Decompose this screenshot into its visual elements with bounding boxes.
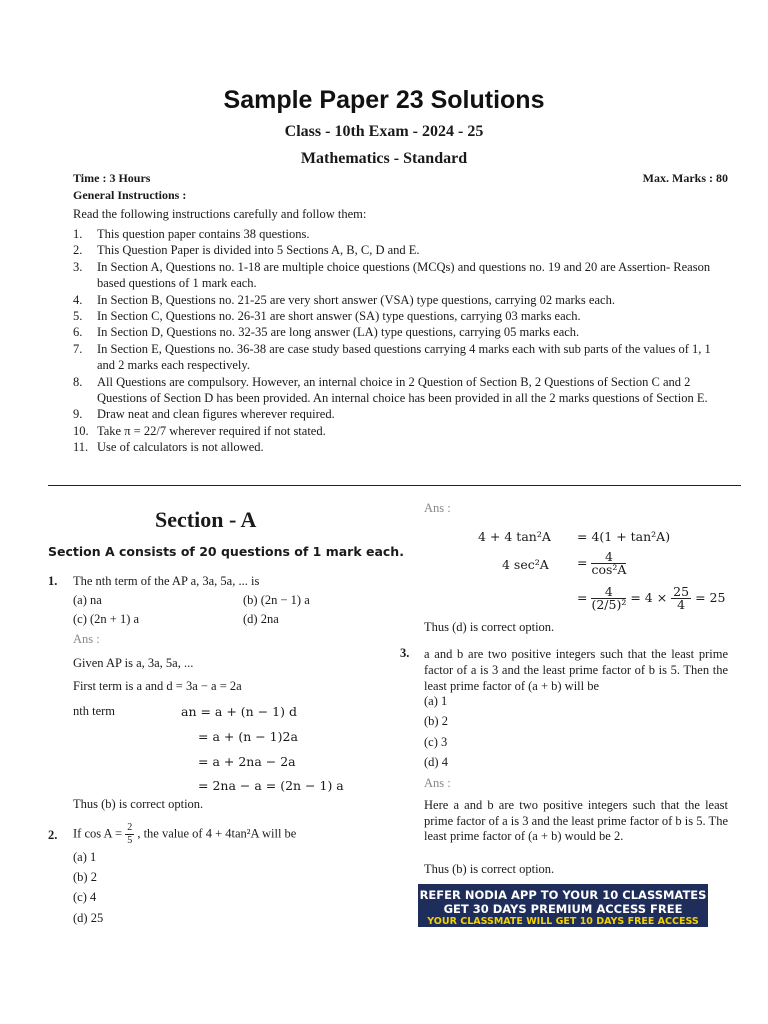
promo-banner[interactable]: [418, 884, 708, 927]
option-d: (d) 4: [424, 755, 448, 769]
instruction-item: 5. In Section C, Questions no. 26-31 are short answer (SA) type questions, carrying 03 marks each.: [73, 309, 581, 324]
answer-label: Ans :: [424, 776, 451, 790]
solution-math: = $\frac{4}{\text{(2/5)²}}$ = 4 × $\frac{25}{4}$ = 25: [577, 584, 726, 612]
instruction-item: 4. In Section B, Questions no. 21-25 are very short answer (VSA) type questions, carrying 02 marks each.: [73, 292, 615, 307]
question-number: 1.: [48, 574, 58, 588]
instruction-item: 11. Use of calculators is not allowed.: [73, 440, 264, 455]
option-a: (a) na: [73, 593, 102, 607]
option-b: (b) 2: [73, 870, 97, 884]
solution-line: Given AP is a, 3a, 5a, ...: [73, 656, 194, 670]
question-number: 3.: [400, 646, 410, 660]
option-d: (d) 2na: [243, 612, 279, 626]
solution-math: = a + (n − 1)2a: [198, 729, 298, 744]
solution-conclusion: Thus (d) is correct option.: [424, 620, 555, 634]
general-instructions-heading: General Instructions :: [73, 188, 187, 202]
class-line: Class - 10th Exam - 2024 - 25: [284, 123, 484, 140]
time-label: Time : 3 Hours: [73, 171, 151, 185]
option-d: (d) 25: [73, 911, 104, 925]
instruction-item: 3. In Section A, Questions no. 1-18 are multiple choice questions (MCQs) and questions no. 19 and 20 are Assertion- Reason based questions of 1 mark each.: [73, 259, 711, 291]
option-b: (b) (2n − 1) a: [243, 593, 310, 607]
solution-math: 4 + 4 tan²A: [478, 529, 551, 544]
option-c: (c) 4: [73, 890, 97, 904]
answer-label: Ans :: [73, 632, 100, 646]
section-title: Section - A: [155, 507, 257, 532]
instruction-item: 8. All Questions are compulsory. However, an internal choice in 2 Question of Section B, 2 Questions of Section C and 2 Questions of Section D has been provided. An internal choice has been provided in all the 2 marks questions of Section E.: [73, 374, 708, 406]
section-divider: [48, 485, 741, 486]
question-number: 2.: [48, 828, 58, 842]
banner-line: GET 30 DAYS PREMIUM ACCESS FREE: [443, 902, 683, 916]
section-description: Section A consists of 20 questions of 1 mark each.: [48, 544, 404, 559]
instruction-item: 1. This question paper contains 38 questions.: [73, 227, 310, 241]
instruction-item: 9. Draw neat and clean figures wherever required.: [73, 407, 335, 422]
question-stem: The nth term of the AP a, 3a, 5a, ... is: [73, 574, 260, 588]
question-stem: If cos A = $\frac{2}{5}$ , the value of 4 + 4tan²A will be: [73, 822, 297, 846]
solution-math: 4 sec²A: [502, 557, 549, 572]
instructions-intro: Read the following instructions carefully and follow them:: [73, 207, 367, 221]
banner-line: YOUR CLASSMATE WILL GET 10 DAYS FREE ACCESS: [427, 916, 699, 927]
solution-math: an = a + (n − 1) d: [181, 704, 297, 719]
solution-math: = a + 2na − 2a: [198, 754, 296, 769]
instruction-item: 2. This Question Paper is divided into 5 Sections A, B, C, D and E.: [73, 243, 420, 258]
option-c: (c) (2n + 1) a: [73, 612, 140, 626]
page-title: Sample Paper 23 Solutions: [223, 86, 545, 114]
instruction-item: 10. Take π = 22/7 wherever required if not stated.: [73, 423, 326, 438]
solution-line: First term is a and d = 3a − a = 2a: [73, 679, 242, 693]
max-marks-label: Max. Marks : 80: [642, 171, 728, 185]
option-a: (a) 1: [424, 694, 448, 708]
answer-label: Ans :: [424, 501, 451, 515]
option-b: (b) 2: [424, 714, 448, 728]
instruction-item: 6. In Section D, Questions no. 32-35 are long answer (LA) type questions, carrying 05 marks each.: [73, 325, 580, 340]
question-stem: a and b are two positive integers such that the least prime factor of a is 3 and the least prime factor of b is 5. Then the least prime factor of (a + b) will be: [424, 647, 728, 693]
solution-math: = 4(1 + tan²A): [577, 529, 671, 544]
solution-conclusion: Thus (b) is correct option.: [424, 862, 555, 876]
instruction-item: 7. In Section E, Questions no. 36-38 are case study based questions carrying 4 marks each with sub parts of the values of 1, 1 and 2 marks each respectively.: [73, 341, 711, 373]
option-a: (a) 1: [73, 850, 97, 864]
solution-math: = $\frac{4}{\text{cos²A}}$: [577, 549, 627, 577]
solution-explanation: Here a and b are two positive integers such that the least prime factor of a is 3 and the least prime factor of b is 5. The least prime factor of (a + b) would be 2.: [424, 798, 728, 843]
solution-conclusion: Thus (b) is correct option.: [73, 797, 204, 811]
solution-line: nth term: [73, 704, 116, 718]
subject-line: Mathematics - Standard: [300, 150, 468, 167]
solution-math: = 2na − a = (2n − 1) a: [198, 778, 344, 793]
instructions-list: [73, 226, 729, 456]
banner-line: REFER NODIA APP TO YOUR 10 CLASSMATES: [419, 888, 707, 902]
option-c: (c) 3: [424, 735, 448, 749]
